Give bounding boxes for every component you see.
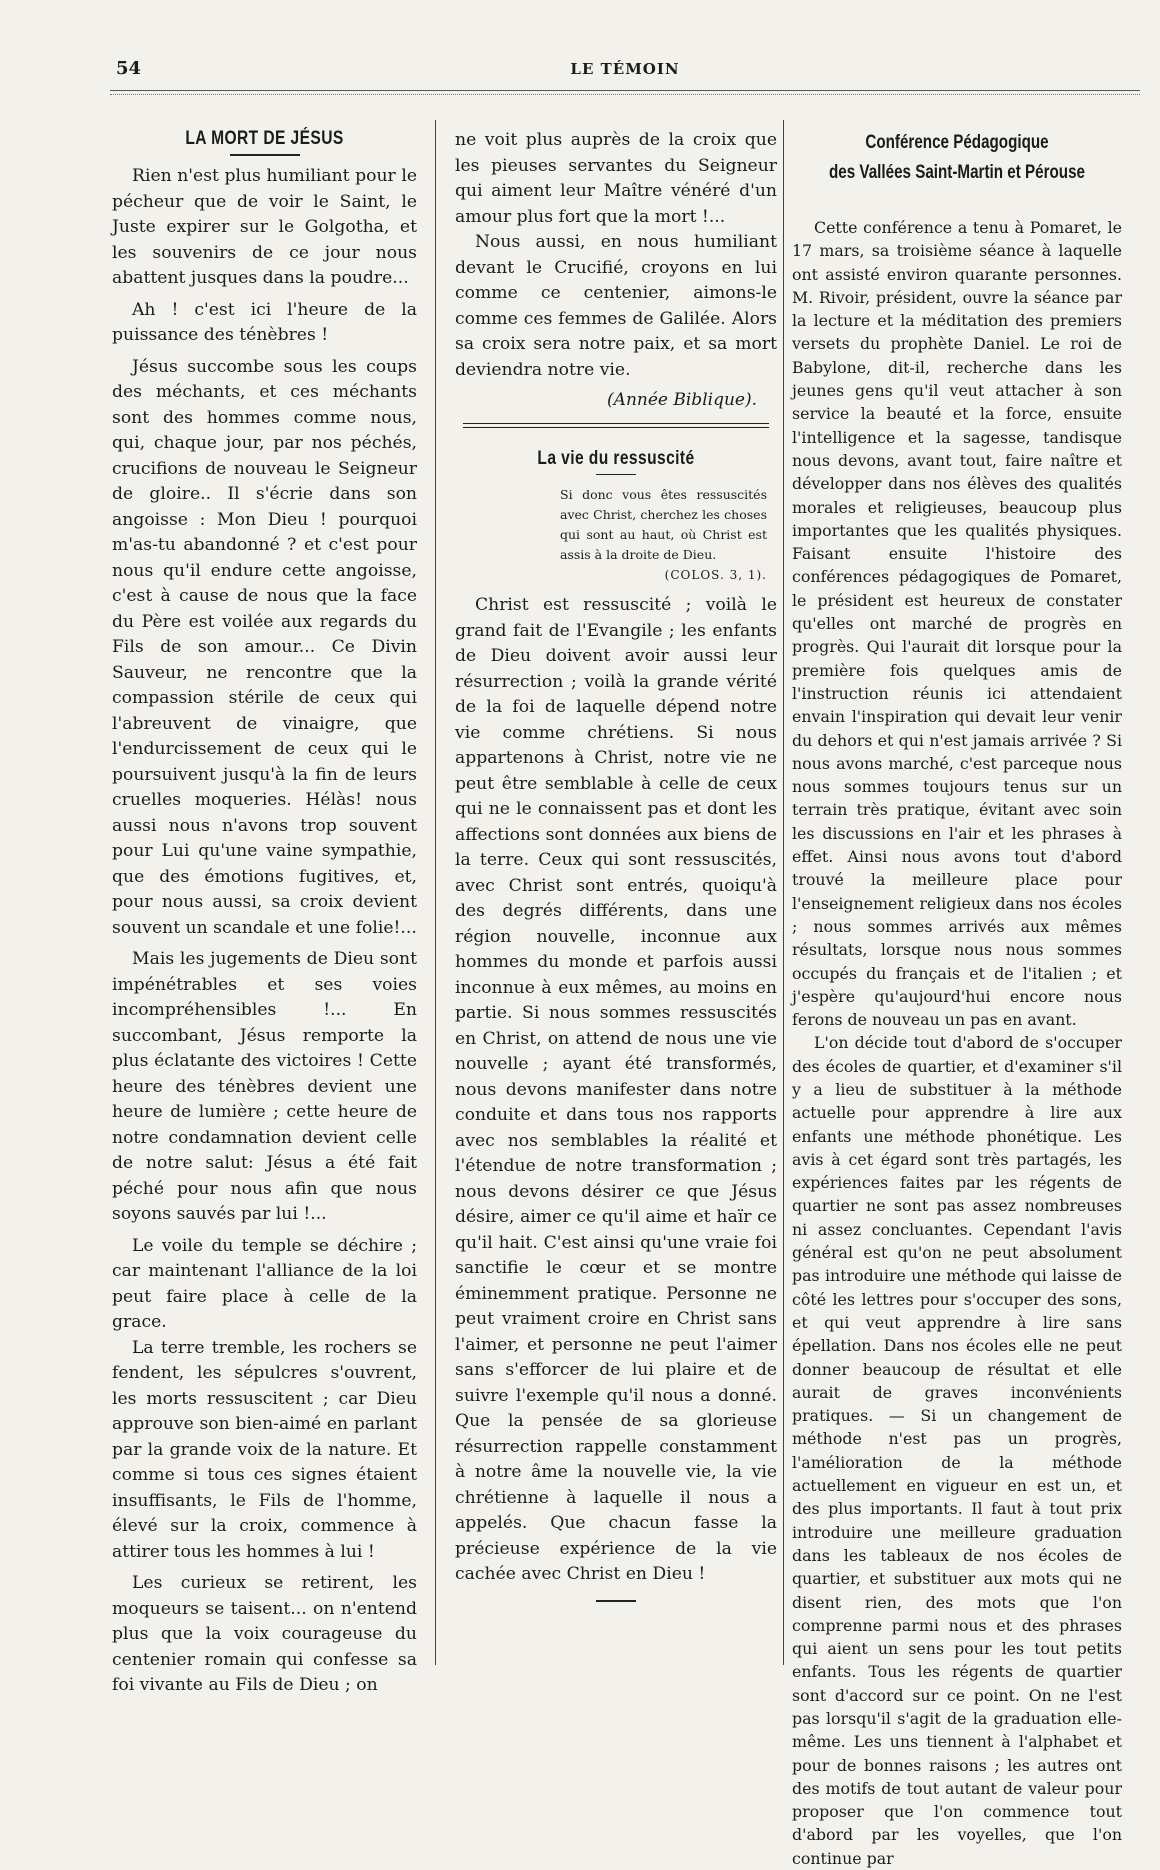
paragraph: Le voile du temple se déchire ; car maintenant l'alliance de la loi peut faire place à celle de la grace. [112, 1235, 417, 1332]
paragraph: Ah ! c'est ici l'heure de la puissance des ténèbres ! [112, 299, 417, 345]
paragraph: Les curieux se retirent, les moqueurs se taisent... on n'entend plus que la voix courageuse du centenier romain qui confesse sa foi vivante au Fils de Dieu ; on [112, 1573, 417, 1695]
paragraph: Jésus succombe sous les coups des méchants, et ces méchants sont des hommes comme nous, qui, chaque jour, par nos péchés, crucifions de nouveau le Seigneur de gloire.. Il s'écrie dans son angoisse : Mon Dieu ! pourquoi m'as-tu abandonné ? et c'est pour nous qu'il endure cette angoisse, c'est à cause de nous que la face du Père est voilée aux regards du Fils de son amour... Ce Divin Sauveur, ne rencontre que la compassion stérile de ceux qui l'abreuvent de vinaigre, que l'endurcissement de ceux qui le poursuivent jusqu'à la fin de leurs cruelles moqueries. Hélàs! nous aussi nous n'avons trop souvent pour Lui qu'une vaine sympathie, que des émotions fugitives, et, pour nous aussi, sa croix devient souvent un scandale et une folie!... [112, 356, 417, 938]
column-divider [783, 120, 784, 1665]
paragraph: Mais les jugements de Dieu sont impénétrables et ses voies incompréhensibles !... En succombant, Jésus remporte la plus éclatante des victoires ! Cette heure des ténèbres devient une heure de lumière ; cette heure de notre condamnation devient celle de notre salut: Jésus a été fait péché pour nous afin que nous soyons sauvés par lui !... [112, 949, 417, 1224]
epigraph [560, 485, 767, 585]
end-dash [596, 1600, 636, 1602]
journal-title: LE TÉMOIN [570, 60, 680, 78]
article-separator [463, 423, 769, 428]
article-title: LA MORT DE JÉSUS [185, 128, 344, 149]
article-title-line: des Vallées Saint-Martin et Pérouse [829, 162, 1085, 183]
article-title-line: Conférence Pédagogique [865, 132, 1049, 153]
paragraph: Rien n'est plus humiliant pour le pécheur que de voir le Saint, le Juste expirer sur le Golgotha, et les souvenirs de ce jour nous abattent jusques dans la poudre... [112, 166, 417, 288]
paragraph: L'on décide tout d'abord de s'occuper des écoles de quartier, et d'examiner s'il y a lieu de substituer à la méthode actuelle pour apprendre à lire aux enfants une méthode phonétique. Les avis à cet égard sont très partagés, les expériences faites par les régents de quartier ne sont pas assez nombreuses ni assez concluantes. Cependant l'avis général est qu'on ne peut absolument pas introduire une méthode qui laisse de côté les lettres pour s'occuper des sons, et qui veut apprendre à lire sans épellation. Dans nos écoles elle ne peut donner beaucoup de résultat et elle aurait de graves inconvénients pratiques. — Si un changement de méthode n'est pas un progrès, l'amélioration de la méthode actuellement en vigueur en est un, et des plus importants. Il faut à tout prix introduire une meilleure graduation dans les tableaux de nos écoles de quartier, et substituer aux mots qui ne disent rien, des mots que l'on comprenne parmi nous et des phrases qui aient un sens pour les tout petits enfants. Tous les régents de quartier sont d'accord sur ce point. On ne l'est pas lorsqu'il s'agit de la graduation elle-même. Les uns tiennent à l'alphabet et pour de bonnes raisons ; les autres ont des motifs de tout autant de valeur pour proposer que l'on commence tout d'abord par les voyelles, que l'on continue par [792, 1033, 1122, 1868]
page-header [110, 58, 1140, 88]
column-divider [435, 120, 436, 1665]
epigraph-text: Si donc vous êtes ressuscités avec Christ, cherchez les choses qui sont au haut, où Christ est assis à la droite de Dieu. [560, 487, 767, 562]
article-source: (Année Biblique). [607, 390, 757, 410]
column-2 [455, 128, 777, 1668]
paragraph: La terre tremble, les rochers se fendent, les sépulcres s'ouvrent, les morts ressuscitent ; car Dieu approuve son bien-aimé en parlant par la grande voix de la nature. Et comme si tous ces signes étaient insuffisants, le Fils de l'homme, élevé sur la croix, commence à attirer tous les hommes à lui ! [112, 1337, 417, 1562]
header-rule [110, 90, 1140, 95]
paragraph: Nous aussi, en nous humiliant devant le Crucifié, croyons en lui comme ce centenier, aimons-le comme ces femmes de Galilée. Alors sa croix sera notre paix, et sa mort deviendra notre vie. [455, 232, 777, 380]
article-title [792, 128, 1122, 188]
epigraph-reference: (COLOS. 3, 1). [664, 568, 767, 582]
article-title: La vie du ressuscité [537, 448, 695, 469]
paragraph: ne voit plus auprès de la croix que les pieuses servantes du Seigneur qui aiment leur Maître vénéré d'un amour plus fort que la mort !... [455, 130, 777, 227]
title-dash [596, 474, 636, 475]
title-dash [230, 154, 300, 156]
page-number: 54 [116, 58, 142, 79]
column-3 [792, 128, 1122, 1868]
column-1 [112, 128, 417, 1695]
paragraph: Cette conférence a tenu à Pomaret, le 17 mars, sa troisième séance à laquelle ont assisté environ quarante personnes. M. Rivoir, président, ouvre la séance par la lecture et la méditation des premiers versets du prophète Daniel. Le roi de Babylone, dit-il, recherche dans les jeunes gens qu'il veut attacher à son service la beauté et la force, ensuite l'intelligence et la sagesse, tandisque nous devons, avant tout, faire naître et développer dans nos élèves des qualités morales et religieuses, beaucoup plus importantes que les qualités physiques. Faisant ensuite l'histoire des conférences pédagogiques de Pomaret, le président est heureux de constater qu'elles ont marché de progrès en progrès. Qui l'aurait dit lorsque pour la première fois quelques amis de l'instruction réunis ici attendaient envain l'inspiration qui devait leur venir du dehors et qui n'est jamais arrivée ? Si nous avons marché, c'est parceque nous nous sommes toujours tenus sur un terrain très pratique, évitant avec soin les discussions en l'air et les phrases à effet. Ainsi nous avons tout d'abord trouvé la meilleure place pour l'enseignement religieux dans nos écoles ; nous sommes arrivés aux mêmes résultats, lorsque nous nous sommes occupés du français et de l'italien ; et j'espère qu'aujourd'hui encore nous ferons de nouveau un pas en avant. [792, 218, 1122, 1030]
paragraph: Christ est ressuscité ; voilà le grand fait de l'Evangile ; les enfants de Dieu doivent avoir aussi leur résurrection ; voilà la grande vérité de la foi de laquelle dépend notre vie comme chrétiens. Si nous appartenons à Christ, notre vie ne peut être semblable à celle de ceux qui ne le connaissent pas et dont les affections sont données aux biens de la terre. Ceux qui sont ressuscités, avec Christ sont entrés, quoiqu'à des degrés différents, dans une région nouvelle, inconnue aux hommes du monde et parfois aussi inconnue à eux mêmes, au moins en partie. Si nous sommes ressuscités en Christ, on attend de nous une vie nouvelle ; ayant été transformés, nous devons manifester dans notre conduite et dans tous nos rapports avec nos semblables la réalité et l'étendue de notre transformation ; nous devons désirer ce que Jésus désire, aimer ce qu'il aime et haïr ce qu'il hait. C'est ainsi qu'une vraie foi sanctifie le cœur et se montre éminemment pratique. Personne ne peut vraiment croire en Christ sans l'aimer, et personne ne peut l'aimer sans s'efforcer de lui plaire et de suivre l'exemple qu'il nous a donné. Que la pensée de sa glorieuse résurrection rappelle constamment à notre âme la nouvelle vie, la vie chrétienne à laquelle il nous a appelés. Que chacun fasse la précieuse expérience de la vie cachée avec Christ en Dieu ! [455, 595, 777, 1584]
